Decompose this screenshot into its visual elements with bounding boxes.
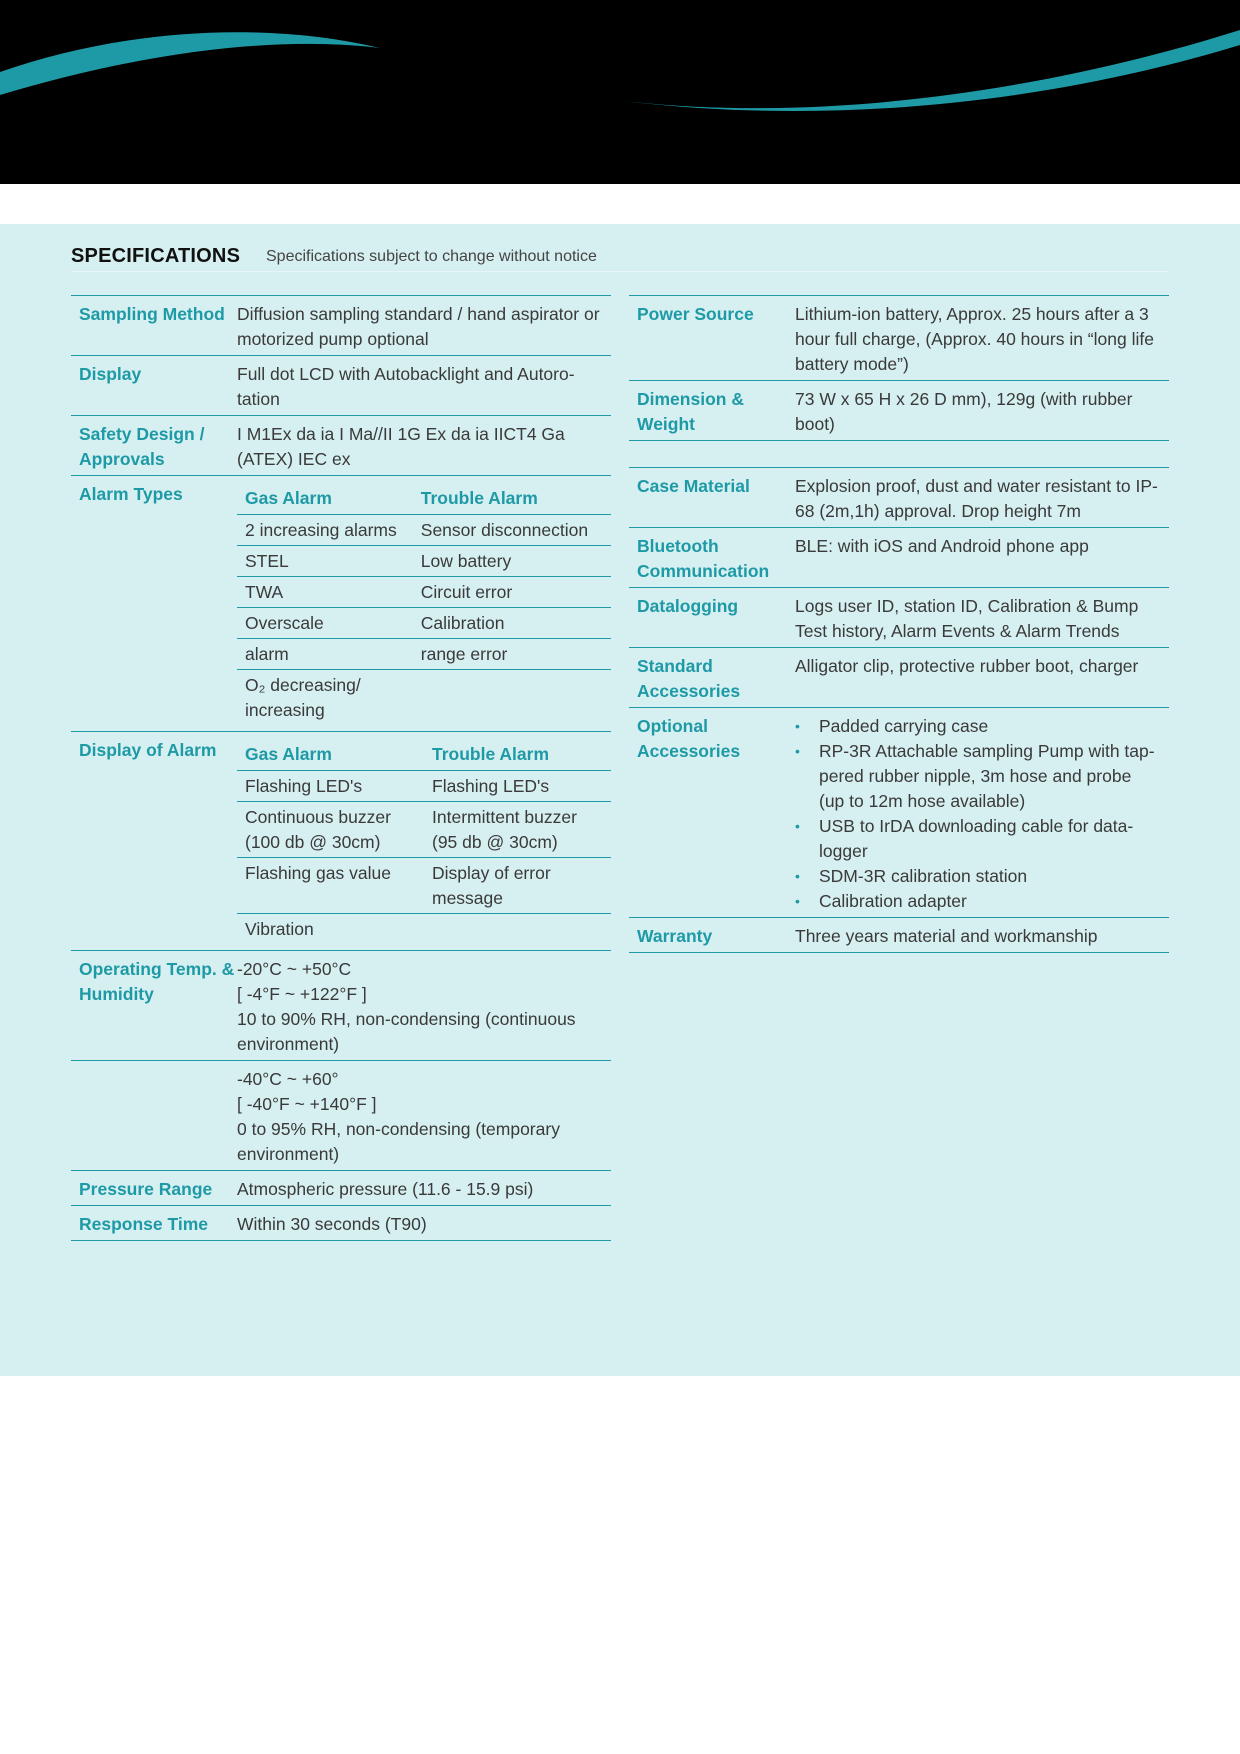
table-header: Trouble Alarm xyxy=(424,738,611,771)
spec-label: Power Source xyxy=(637,304,754,324)
spec-row-blank xyxy=(629,440,1169,467)
display-alarm-table xyxy=(237,738,611,944)
spec-row-storage xyxy=(71,1060,611,1170)
spec-value xyxy=(237,1061,611,1170)
table-row xyxy=(237,546,611,577)
spec-value: Diffusion sampling standard / hand aspirator or motorized pump optional xyxy=(237,304,600,349)
spec-column-right xyxy=(629,295,1169,953)
spec-value: Atmospheric pressure (11.6 - 15.9 psi) xyxy=(237,1179,534,1199)
bullet-icon: • xyxy=(795,718,800,734)
header-banner xyxy=(0,0,1240,184)
table-row xyxy=(237,858,611,914)
spec-row-standard xyxy=(629,647,1169,707)
table-cell xyxy=(424,914,611,945)
table-cell: Calibration xyxy=(413,608,611,639)
table-cell: Overscale xyxy=(237,608,413,639)
table-cell: Continuous buzzer (100 db @ 30cm) xyxy=(237,802,424,858)
list-item xyxy=(795,739,1161,814)
value-line: -40°C ~ +60° xyxy=(237,1069,339,1089)
spec-label-empty xyxy=(71,1061,237,1170)
list-item-text: Padded carrying case xyxy=(819,716,989,736)
table-cell: Sensor disconnection xyxy=(413,515,611,546)
table-cell: Circuit error xyxy=(413,577,611,608)
value-line: 0 to 95% RH, non-condensing (temporary environment) xyxy=(237,1119,560,1164)
spec-value: 73 W x 65 H x 26 D mm), 129g (with rubber boot) xyxy=(795,389,1133,434)
table-row xyxy=(237,608,611,639)
spec-label: Warranty xyxy=(637,926,713,946)
list-item xyxy=(795,864,1161,889)
spec-column-left xyxy=(71,295,611,1241)
bullet-icon: • xyxy=(795,743,800,759)
spec-value: Within 30 seconds (T90) xyxy=(237,1214,427,1234)
table-header: Gas Alarm xyxy=(237,738,424,771)
spec-value xyxy=(237,476,611,731)
value-line: 10 to 90% RH, non-condensing (continuous environment) xyxy=(237,1009,576,1054)
table-cell: Low battery xyxy=(413,546,611,577)
spec-row-optional xyxy=(629,707,1169,917)
list-item-text: RP-3R Attachable sampling Pump with tap-pered rubber nipple, 3m hose and probe (up to 12m hose available) xyxy=(819,741,1155,811)
table-cell: Flashing LED's xyxy=(237,771,424,802)
table-cell: Display of error message xyxy=(424,858,611,914)
value-line: -20°C ~ +50°C xyxy=(237,959,352,979)
spec-value: BLE: with iOS and Android phone app xyxy=(795,536,1089,556)
spec-label: Case Material xyxy=(637,476,750,496)
table-row xyxy=(237,914,611,945)
spec-row-pressure xyxy=(71,1170,611,1205)
wave-left xyxy=(0,32,380,95)
accessory-list xyxy=(795,714,1161,914)
bullet-icon: • xyxy=(795,893,800,909)
table-cell: Intermittent buzzer (95 db @ 30cm) xyxy=(424,802,611,858)
table-cell: range error xyxy=(413,639,611,670)
value-line: [ -4°F ~ +122°F ] xyxy=(237,984,367,1004)
spec-value xyxy=(795,708,1169,917)
table-row xyxy=(237,771,611,802)
specifications-header xyxy=(71,245,1169,272)
spec-row-alarm-types xyxy=(71,475,611,731)
spec-row-bluetooth xyxy=(629,527,1169,587)
list-item-text: SDM-3R calibration station xyxy=(819,866,1028,886)
spec-label: Sampling Method xyxy=(79,304,225,324)
spec-value xyxy=(237,732,611,950)
spec-value: I M1Ex da ia I Ma//II 1G Ex da ia IICT4 Ga (ATEX) IEC ex xyxy=(237,424,565,469)
spec-label: Safety Design / Approvals xyxy=(79,424,205,469)
table-cell: 2 increasing alarms xyxy=(237,515,413,546)
spec-label: Response Time xyxy=(79,1214,209,1234)
bullet-icon: • xyxy=(795,868,800,884)
spec-label: Standard Accessories xyxy=(637,656,741,701)
spec-value: Full dot LCD with Autobacklight and Autoro-tation xyxy=(237,364,575,409)
spec-label: Bluetooth Communication xyxy=(637,536,770,581)
spec-label: Datalogging xyxy=(637,596,739,616)
list-item-text: USB to IrDA downloading cable for data-logger xyxy=(819,816,1134,861)
alarm-types-table xyxy=(237,482,611,725)
table-row xyxy=(237,515,611,546)
table-cell: TWA xyxy=(237,577,413,608)
spec-value: Logs user ID, station ID, Calibration & Bump Test history, Alarm Events & Alarm Trends xyxy=(795,596,1139,641)
page-title: SPECIFICATIONS xyxy=(71,245,241,267)
disclaimer-note: Specifications subject to change without notice xyxy=(266,248,597,265)
spec-value: Lithium-ion battery, Approx. 25 hours after a 3 hour full charge, (Approx. 40 hours in “long life battery mode”) xyxy=(795,304,1154,374)
list-item xyxy=(795,889,1161,914)
table-row xyxy=(237,802,611,858)
spec-label: Dimension & Weight xyxy=(637,389,744,434)
spec-label: Optional Accessories xyxy=(637,716,741,761)
spec-label: Pressure Range xyxy=(79,1179,213,1199)
spec-row-dimension xyxy=(629,380,1169,440)
spec-row-safety xyxy=(71,415,611,475)
table-row xyxy=(237,670,611,726)
table-cell: STEL xyxy=(237,546,413,577)
table-header-row xyxy=(237,482,611,515)
table-header-row xyxy=(237,738,611,771)
spec-row-display xyxy=(71,355,611,415)
table-cell xyxy=(413,670,611,726)
spec-row-operating xyxy=(71,950,611,1060)
spec-row-datalogging xyxy=(629,587,1169,647)
spec-row-sampling xyxy=(71,295,611,355)
spec-row-response xyxy=(71,1205,611,1241)
table-cell: Flashing LED's xyxy=(424,771,611,802)
table-cell: O₂ decreasing/ increasing xyxy=(245,675,361,720)
list-item xyxy=(795,714,1161,739)
spec-value: Explosion proof, dust and water resistant to IP-68 (2m,1h) approval. Drop height 7m xyxy=(795,476,1158,521)
list-item xyxy=(795,814,1161,864)
table-header: Trouble Alarm xyxy=(413,482,611,515)
table-cell: Flashing gas value xyxy=(237,858,424,914)
spec-value: Three years material and workmanship xyxy=(795,926,1098,946)
wave-graphic xyxy=(0,0,1240,184)
list-item-text: Calibration adapter xyxy=(819,891,967,911)
spec-label: Alarm Types xyxy=(79,484,183,504)
bullet-icon: • xyxy=(795,818,800,834)
spec-value: Alligator clip, protective rubber boot, charger xyxy=(795,656,1139,676)
table-row xyxy=(237,577,611,608)
spec-row-display-alarm xyxy=(71,731,611,950)
table-row xyxy=(237,639,611,670)
spec-value xyxy=(237,951,611,1060)
value-line: [ -40°F ~ +140°F ] xyxy=(237,1094,377,1114)
wave-right xyxy=(615,30,1240,111)
spec-row-case xyxy=(629,467,1169,527)
spec-row-power xyxy=(629,295,1169,380)
table-header: Gas Alarm xyxy=(237,482,413,515)
table-cell: Vibration xyxy=(245,919,314,939)
spec-label: Operating Temp. & Humidity xyxy=(79,959,235,1004)
spec-label: Display xyxy=(79,364,142,384)
spec-label: Display of Alarm xyxy=(79,740,217,760)
spec-row-warranty xyxy=(629,917,1169,953)
table-cell: alarm xyxy=(237,639,413,670)
